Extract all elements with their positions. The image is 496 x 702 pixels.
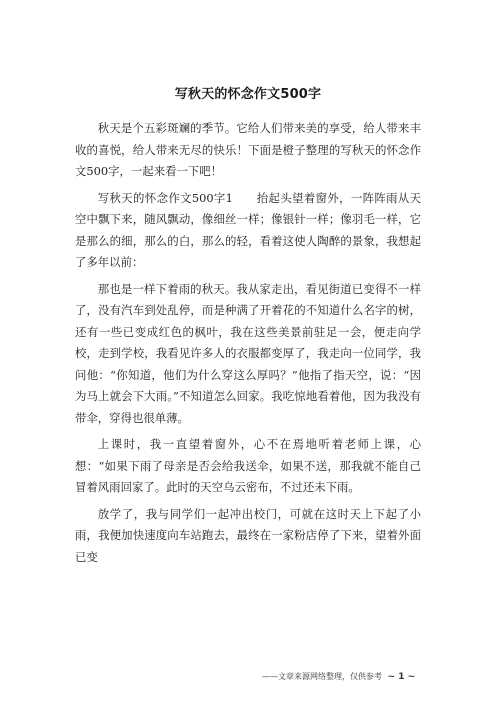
paragraph-intro: 秋天是个五彩斑斓的季节。它给人们带来美的享受，给人带来丰收的喜悦，给人带来无尽的快乐！下面是橙子整理的写秋天的怀念作文500字，一起来看一下吧！ [75, 121, 421, 178]
paragraph-essay-start: 写秋天的怀念作文500字1 抬起头望着窗外，一阵阵雨从天空中飘下来，随风飘动，像细丝一样；像银针一样；像羽毛一样，它是那么的细，那么的白，那么的轻，看着这使人陶醉的景象，我想起了多年以前： [75, 190, 421, 269]
footer-source-note: ——文章来源网络整理，仅供参考 [262, 672, 382, 681]
paragraph-in-class: 上课时，我一直望着窗外，心不在焉地听着老师上课，心想：“如果下雨了母亲是否会给我送伞，如果不送，那我就不能自己冒着风雨回家了。此时的天空乌云密布，不过还未下雨。 [75, 437, 421, 494]
page-number: ~ 1 ~ [387, 672, 416, 682]
page-footer [262, 671, 415, 683]
paragraph-after-school: 放学了，我与同学们一起冲出校门，可就在这时天上下起了小雨，我便加快速度向车站跑去，最终在一家粉店停了下来，望着外面已变 [75, 506, 421, 564]
paragraph-rainy-autumn: 那也是一样下着雨的秋天。我从家走出，看见街道已变得不一样了，没有汽车到处乱停，而是种满了开着花的不知道什么名字的树，还有一些已变成红色的枫叶，我在这些美景前驻足一会，便走向学校，走到学校，我看见许多人的衣服都变厚了，我走向一位同学，我问他：“你知道，他们为什么穿这么厚吗？”他指了指天空，说：“因为马上就会下大雨。”不知道怎么回家。我吃惊地看着他，因为我没有带伞，穿得也很单薄。 [75, 281, 421, 425]
document-title: 写秋天的怀念作文500字 [174, 87, 322, 102]
document-body [75, 118, 421, 573]
